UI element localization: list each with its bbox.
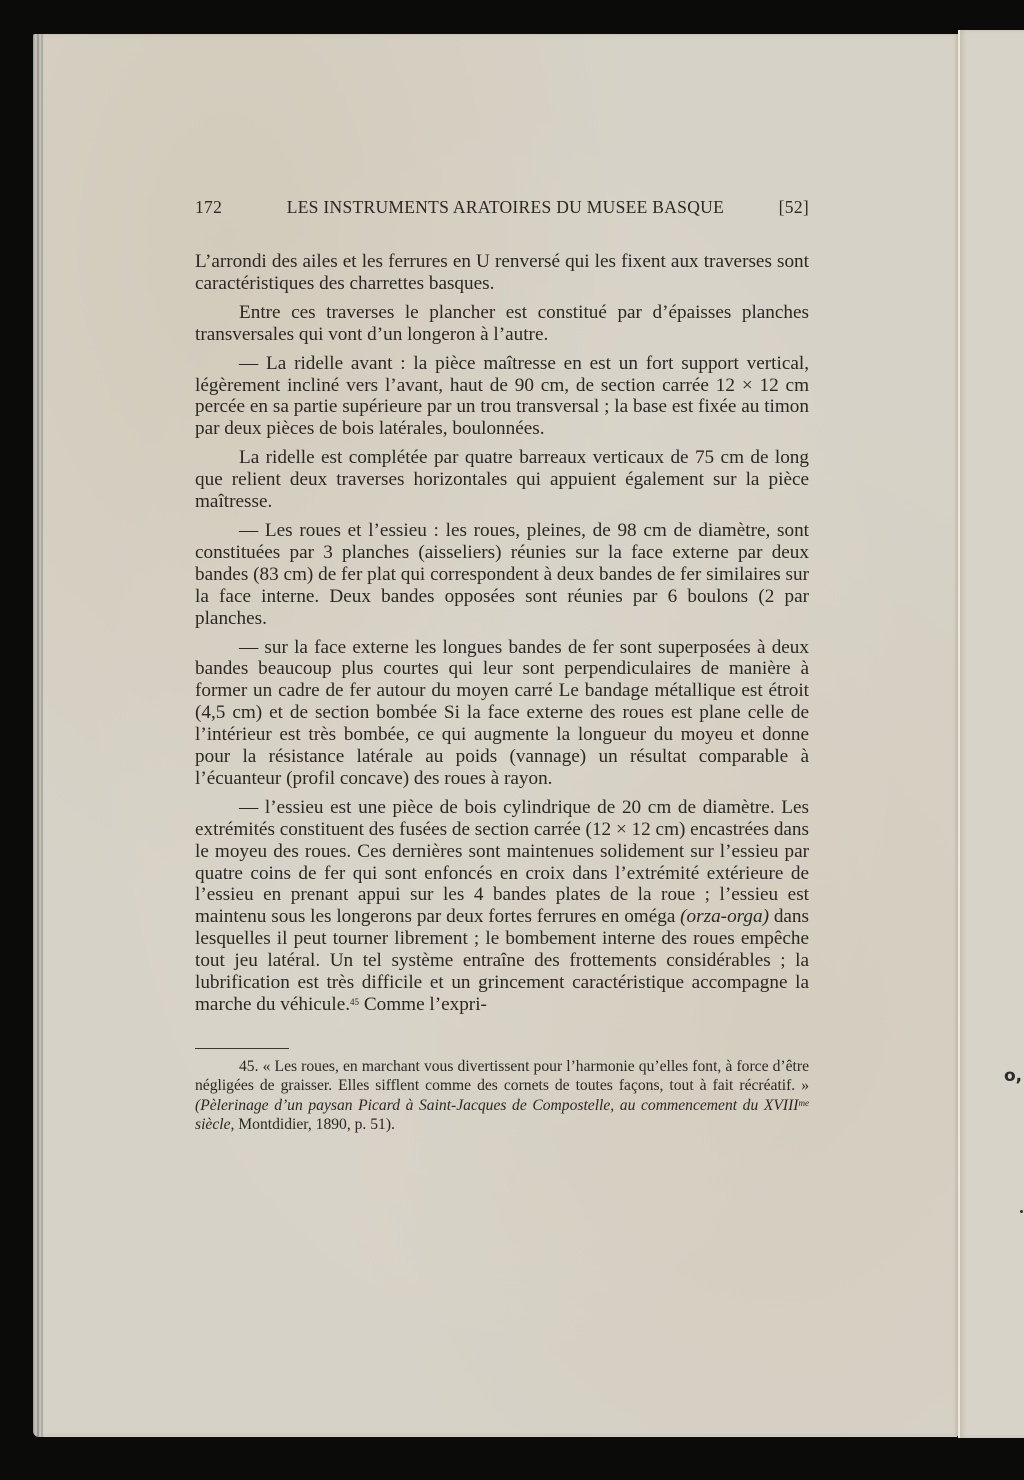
paragraph-ridelle-avant: — La ridelle avant : la pièce maîtresse en est un fort support vertical, légèrement incliné vers l’avant, haut de 90 cm, de section carrée 12 × 12 cm percée en sa partie supérieure par un trou transversal ; la base est fixée au timon par deux pièces de bois latérales, boulonnées. bbox=[195, 352, 809, 440]
paragraph-roues-essieu: — Les roues et l’essieu : les roues, pleines, de 98 cm de diamètre, sont constituées par 3 planches (aisseliers) réunies sur la face externe par deux bandes (83 cm) de fer plat qui correspondent à deux bandes de fer similaires sur la face interne. Deux bandes opposées sont réunies par 6 boulons (2 par planches. bbox=[195, 519, 809, 629]
footnote-separator bbox=[195, 1048, 289, 1049]
page-content bbox=[195, 197, 809, 1135]
footnote-superscript: me bbox=[798, 1097, 809, 1108]
essieu-text-start: — l’essieu est une pièce de bois cylindrique de 20 cm de diamètre. Les extrémités constituent des fusées de section carrée (12 × 12 cm) encastrées dans le moyeu des roues. Ces dernières sont maintenues solidement sur l’essieu par quatre coins de fer qui sont enfoncés en croix dans l’extrémité extérieure de l’essieu en prenant appui sur les 4 bandes plates de la roue ; l’essieu est maintenu sous les longerons par deux fortes ferrures en oméga bbox=[195, 796, 809, 928]
essieu-text-end: Comme l’expri- bbox=[359, 994, 487, 1015]
essieu-italic-term: (orza-orga) bbox=[680, 906, 769, 928]
essieu-text-middle: dans lesquelles il peut tourner librement ; le bombement interne des roues empêche tout jeu latéral. Un tel système entraîne des frottements considérables ; la lubrification est très difficile et un grincement caractéristique accompagne la marche du véhicule. bbox=[195, 906, 809, 1015]
footnote-source-title: (Pèlerinage d’un paysan Picard à Saint-Jacques de Compostelle, au commencement du XVIII bbox=[195, 1096, 799, 1114]
footnote-quote: « Les roues, en marchant vous divertissent pour l’harmonie qu’elles font, à force d’être négligées de graisser. Elles sifflent comme des cornets de toutes façons, tout à fait récréatif. » bbox=[195, 1057, 809, 1095]
facing-page-text-fragment: o, bbox=[1004, 1066, 1023, 1086]
paragraph-2: Entre ces traverses le plancher est constitué par d’épaisses planches transversales qui vont d’un longeron à l’autre. bbox=[195, 301, 809, 345]
paragraph-face-externe: — sur la face externe les longues bandes de fer sont superposées à deux bandes beaucoup plus courtes qui leur sont perpendiculaires de manière à former un cadre de fer autour du moyen carré Le bandage métallique est étroit (4,5 cm) et de section bombée Si la face externe des roues est plane celle de l’intérieur est très bombée, ce qui augmente la longueur du moyeu et donne pour la résistance latérale au poids (vannage) un résultat comparable à l’écuanteur (profil concave) des roues à rayon. bbox=[195, 636, 809, 789]
footnote-source-title-end: siècle, bbox=[195, 1116, 235, 1134]
footnote-reference-45[interactable]: 45 bbox=[350, 997, 360, 1007]
facing-page-edge bbox=[958, 30, 1024, 1438]
running-head bbox=[195, 197, 809, 225]
paragraph-essieu bbox=[195, 797, 809, 1016]
paragraph-ridelle-barreaux: La ridelle est complétée par quatre barreaux verticaux de 75 cm de long que relient deux traverses horizontales qui appuient également sur la pièce maîtresse. bbox=[195, 447, 809, 513]
footnote-45 bbox=[195, 1057, 809, 1135]
facing-page-mark bbox=[1020, 1210, 1023, 1213]
running-title: LES INSTRUMENTS ARATOIRES DU MUSEE BASQUE bbox=[286, 197, 725, 217]
paragraph-1: L’arrondi des ailes et les ferrures en U renversé qui les fixent aux traverses sont caractéristiques des charrettes basques. bbox=[195, 251, 809, 294]
footnote-number: 45. bbox=[239, 1057, 259, 1075]
page-number: 172 bbox=[195, 197, 223, 217]
section-reference: [52] bbox=[778, 197, 809, 217]
footnote-source-publication: Montdidier, 1890, p. 51). bbox=[234, 1116, 395, 1134]
